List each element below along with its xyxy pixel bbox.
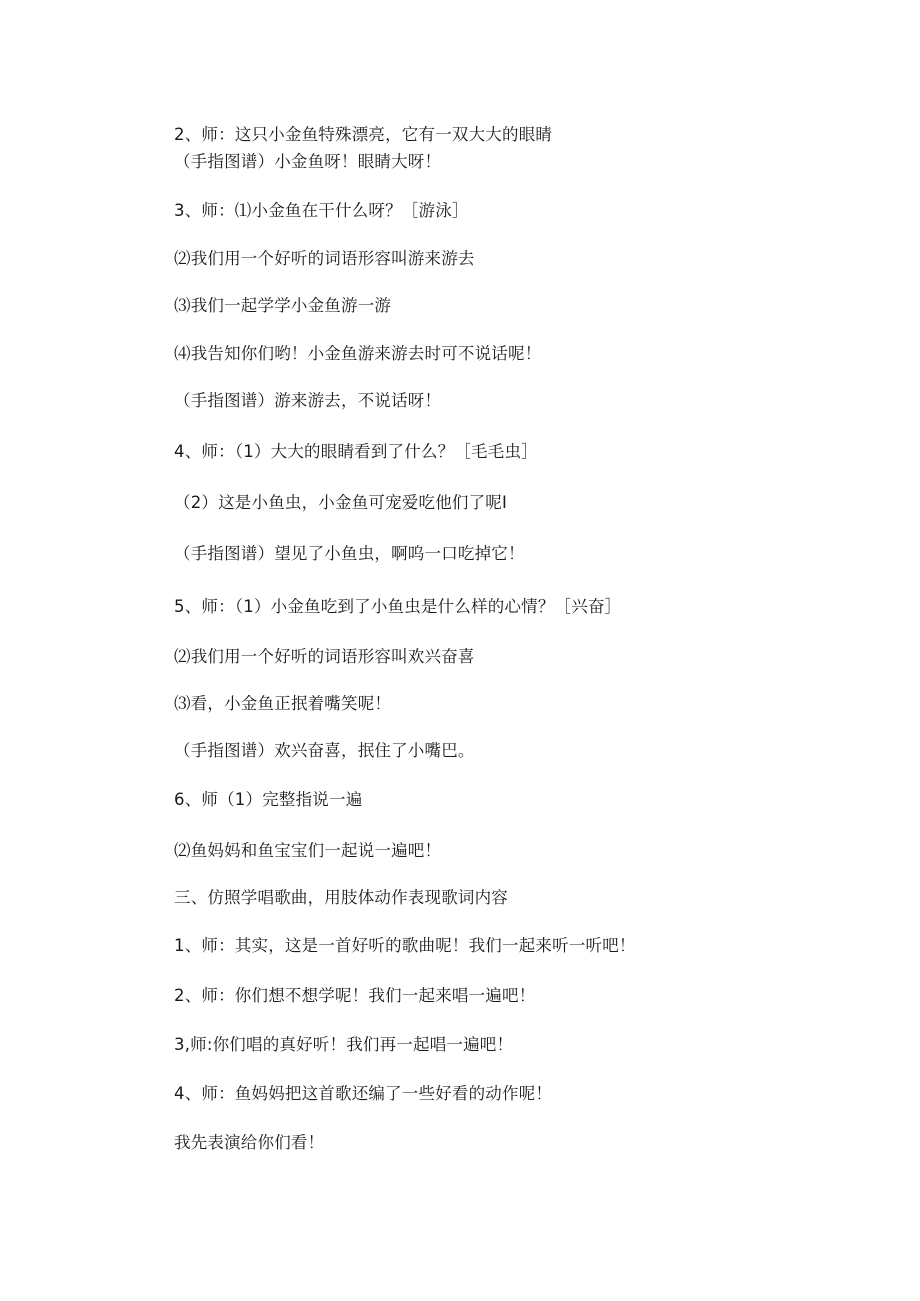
text-line-16: ⑵鱼妈妈和鱼宝宝们一起说一遍吧！ — [174, 841, 442, 860]
text-line-15: 6、师（1）完整指说一遍 — [174, 790, 363, 809]
text-line-13: ⑶看，小金鱼正抿着嘴笑呢！ — [174, 694, 392, 713]
text-line-4: ⑵我们用一个好听的词语形容叫游来游去 — [174, 249, 475, 268]
text-line-22: 我先表演给你们看！ — [174, 1133, 325, 1152]
text-line-5: ⑶我们一起学学小金鱼游一游 — [174, 296, 392, 315]
text-line-8: 4、师：（1）大大的眼睛看到了什么？［毛毛虫］ — [174, 442, 538, 461]
text-line-9: （2）这是小鱼虫，小金鱼可宠爱吃他们了呢I — [174, 493, 508, 512]
text-line-2: （手指图谱）小金鱼呀！眼睛大呀！ — [174, 152, 442, 171]
text-line-6: ⑷我告知你们哟！小金鱼游来游去时可不说话呢！ — [174, 344, 542, 363]
text-line-3: 3、师：⑴小金鱼在干什么呀？［游泳］ — [174, 201, 469, 220]
text-line-7: （手指图谱）游来游去，不说话呀！ — [174, 391, 442, 410]
text-line-20: 3,师:你们唱的真好听！我们再一起唱一遍吧！ — [174, 1035, 514, 1054]
text-line-17: 三、仿照学唱歌曲，用肢体动作表现歌词内容 — [174, 888, 508, 907]
text-line-1: 2、师：这只小金鱼特殊漂亮，它有一双大大的眼睛 — [174, 125, 553, 144]
text-line-12: ⑵我们用一个好听的词语形容叫欢兴奋喜 — [174, 647, 475, 666]
text-line-18: 1、师：其实，这是一首好听的歌曲呢！我们一起来听一听吧！ — [174, 936, 636, 955]
text-line-10: （手指图谱）望见了小鱼虫，啊呜一口吃掉它！ — [174, 544, 525, 563]
text-line-19: 2、师：你们想不想学呢！我们一起来唱一遍吧！ — [174, 986, 536, 1005]
text-line-11: 5、师：（1）小金鱼吃到了小鱼虫是什么样的心情？［兴奋］ — [174, 597, 622, 616]
text-line-21: 4、师：鱼妈妈把这首歌还编了一些好看的动作呢！ — [174, 1084, 553, 1103]
text-line-14: （手指图谱）欢兴奋喜，抿住了小嘴巴。 — [174, 741, 475, 760]
